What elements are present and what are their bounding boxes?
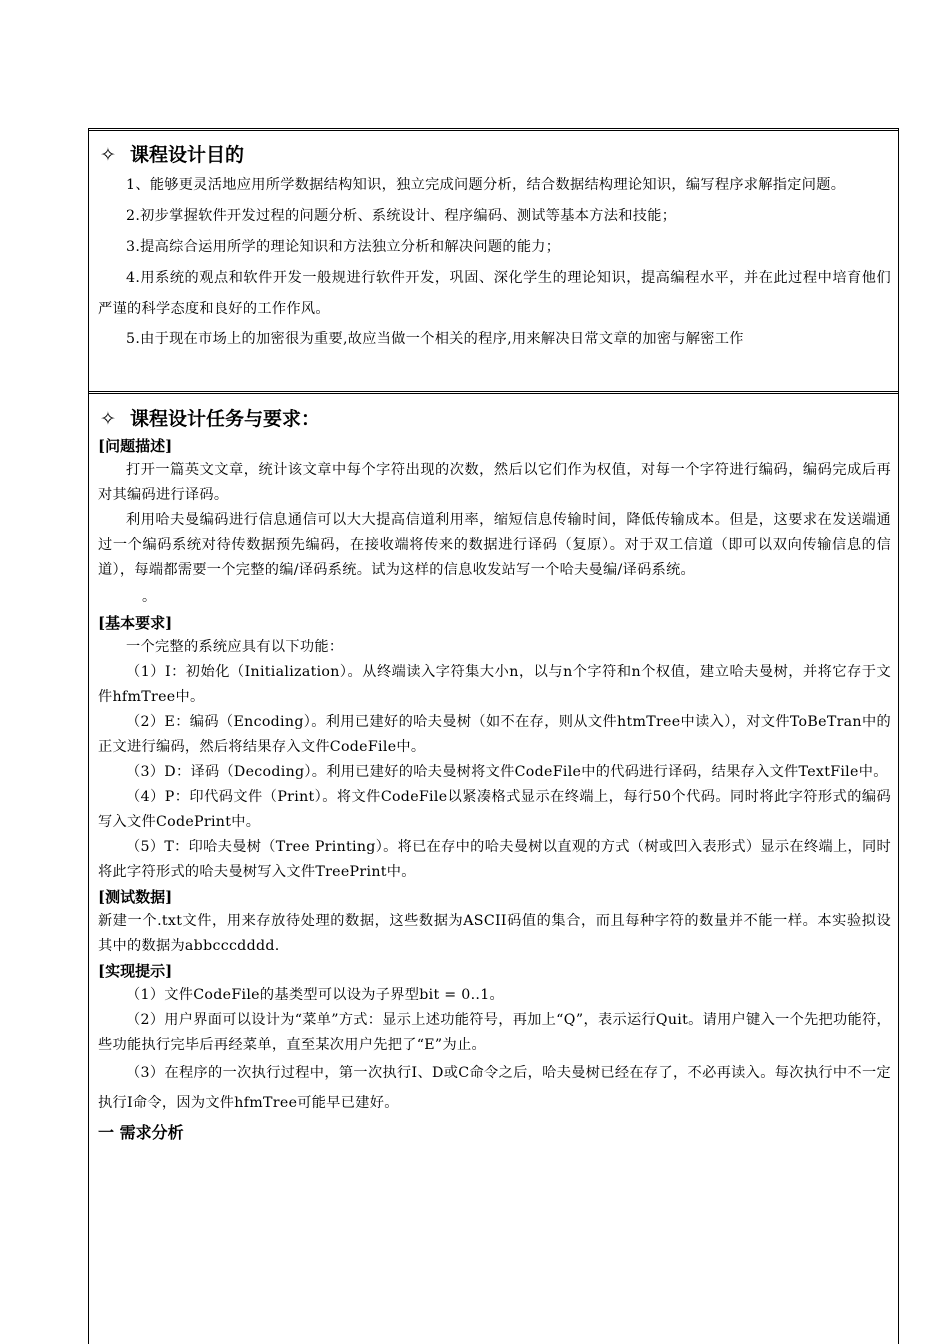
section-course-purpose bbox=[98, 140, 891, 353]
document-table bbox=[88, 128, 899, 1344]
purpose-paragraph-5: 5.由于现在市场上的加密很为重要,故应当做一个相关的程序,用来解决日常文章的加密与解密工作 bbox=[126, 331, 744, 347]
section-title-tasks: ✧ 课程设计任务与要求： bbox=[98, 404, 891, 434]
basic-item-3: （3）D：译码（Decoding）。利用已建好的哈夫曼树将文件CodeFile中的代码进行译码，结果存入文件TextFile中。 bbox=[126, 764, 888, 780]
purpose-paragraph-4: 4.用系统的观点和软件开发一般规进行软件开发，巩固、深化学生的理论知识，提高编程水平，并在此过程中培育他们严谨的科学态度和良好的工作作风。 bbox=[98, 270, 891, 317]
label-test-data: [测试数据] bbox=[98, 888, 173, 906]
table-left-border bbox=[88, 128, 89, 1344]
section-divider bbox=[88, 391, 899, 394]
trailing-dot: 。 bbox=[142, 589, 156, 605]
hint-item-1: （1）文件CodeFile的基类型可以设为子界型bit = 0..1。 bbox=[126, 987, 505, 1003]
label-basic-requirements: [基本要求] bbox=[98, 614, 173, 632]
heading-requirements-analysis: 一 需求分析 bbox=[98, 1123, 184, 1142]
basic-intro: 一个完整的系统应具有以下功能： bbox=[126, 639, 344, 655]
section-course-tasks bbox=[98, 404, 891, 1148]
hint-item-2: （2）用户界面可以设计为“菜单”方式：显示上述功能符号，再加上“Q”，表示运行Quit。请用户键入一个先把功能符，些功能执行完毕后再经菜单，直至某次用户先把了“E”为止。 bbox=[98, 1012, 891, 1053]
table-right-border bbox=[898, 128, 899, 1344]
diamond-icon: ✧ bbox=[100, 408, 116, 430]
purpose-paragraph-3: 3.提高综合运用所学的理论知识和方法独立分析和解决问题的能力； bbox=[126, 239, 561, 255]
problem-paragraph-1: 打开一篇英文文章，统计该文章中每个字符出现的次数，然后以它们作为权值，对每一个字符进行编码，编码完成后再对其编码进行译码。 bbox=[98, 462, 891, 503]
basic-item-2: （2）E：编码（Encoding）。利用已建好的哈夫曼树（如不在存，则从文件htmTree中读入），对文件ToBeTran中的正文进行编码，然后将结果存入文件CodeFile中。 bbox=[98, 714, 891, 755]
basic-item-1: （1）I：初始化（Initialization）。从终端读入字符集大小n，以与n个字符和n个权值，建立哈夫曼树，并将它存于文件hfmTree中。 bbox=[98, 664, 891, 705]
problem-paragraph-2: 利用哈夫曼编码进行信息通信可以大大提高信道利用率，缩短信息传输时间，降低传输成本。但是，这要求在发送端通过一个编码系统对待传数据预先编码，在接收端将传来的数据进行译码（复原）。对于双工信道（即可以双向传输信息的信道），每端都需要一个完整的编/译码系统。试为这样的信息收发站写一个哈夫曼编/译码系统。 bbox=[98, 512, 891, 578]
hint-item-3: （3）在程序的一次执行过程中，第一次执行I、D或C命令之后，哈夫曼树已经在存了，不必再读入。每次执行中不一定执行I命令，因为文件hfmTree可能早已建好。 bbox=[98, 1065, 891, 1111]
label-implementation-hints: [实现提示] bbox=[98, 962, 173, 980]
basic-item-4: （4）P：印代码文件（Print）。将文件CodeFile以紧凑格式显示在终端上，每行50个代码。同时将此字符形式的编码写入文件CodePrint中。 bbox=[98, 789, 891, 830]
purpose-paragraph-1: 1、能够更灵活地应用所学数据结构知识，独立完成问题分析，结合数据结构理论知识，编写程序求解指定问题。 bbox=[126, 177, 846, 193]
purpose-paragraph-2: 2.初步掌握软件开发过程的问题分析、系统设计、程序编码、测试等基本方法和技能； bbox=[126, 208, 677, 224]
test-data-text: 新建一个.txt文件，用来存放待处理的数据，这些数据为ASCII码值的集合，而且每种字符的数量并不能一样。本实验拟设其中的数据为abbcccdddd. bbox=[98, 913, 891, 954]
label-problem-description: [问题描述] bbox=[98, 437, 173, 455]
basic-item-5: （5）T：印哈夫曼树（Tree Printing）。将已在存中的哈夫曼树以直观的方式（树或凹入表形式）显示在终端上，同时将此字符形式的哈夫曼树写入文件TreePrint中。 bbox=[98, 839, 891, 880]
diamond-icon: ✧ bbox=[100, 144, 116, 166]
section-title-purpose: ✧ 课程设计目的 bbox=[98, 140, 891, 170]
